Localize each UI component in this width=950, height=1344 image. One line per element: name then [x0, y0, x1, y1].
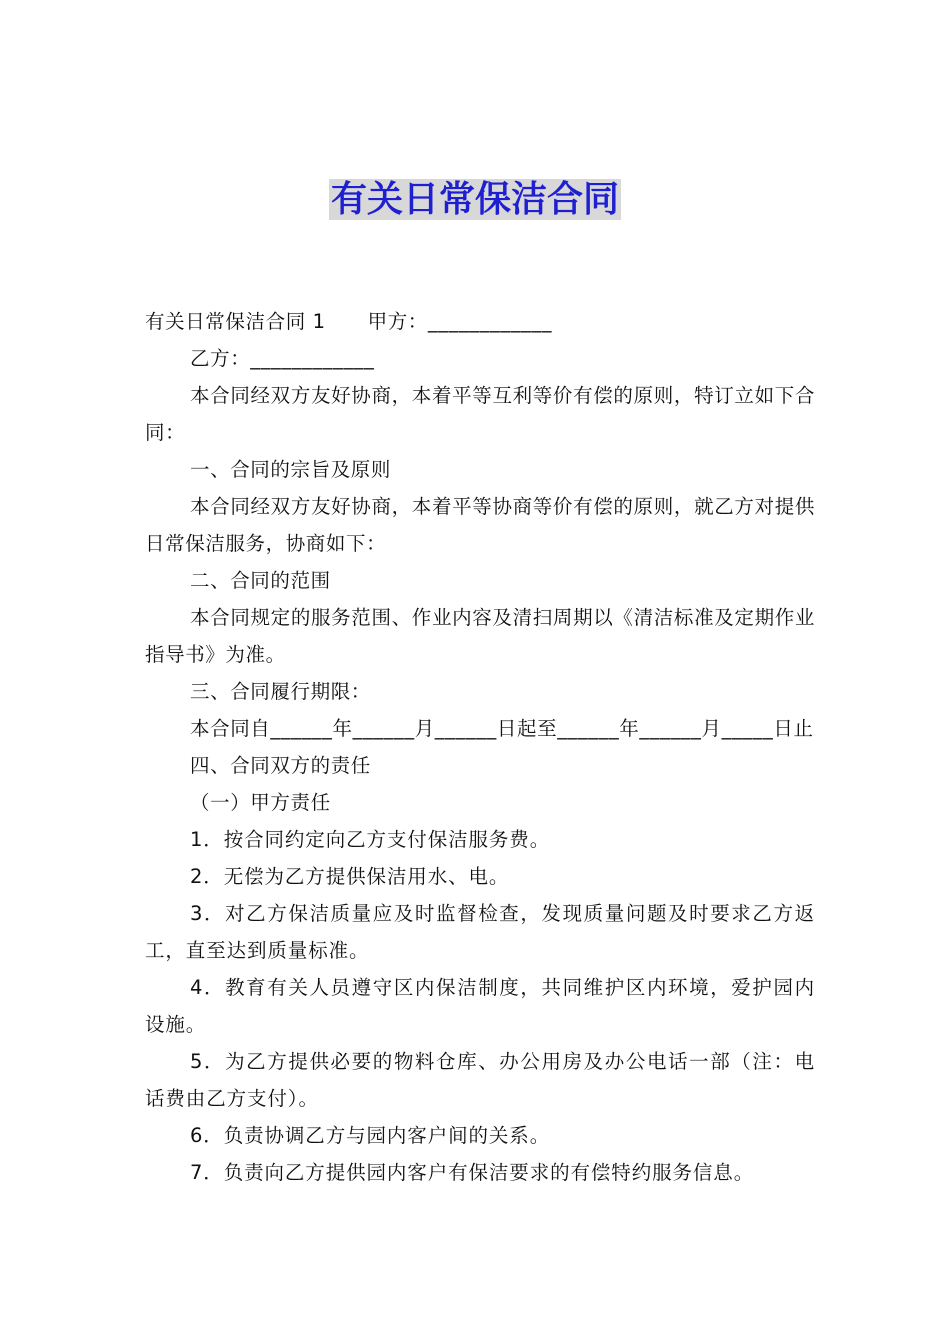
intro-label: 有关日常保洁合同 1 [145, 310, 326, 333]
list-item: 1．按合同约定向乙方支付保洁服务费。 [190, 828, 551, 851]
list-item: 6．负责协调乙方与园内客户间的关系。 [190, 1124, 551, 1147]
subsection-heading: （一）甲方责任 [190, 791, 331, 814]
list-item: 5．为乙方提供必要的物料仓库、办公用房及办公电话一部（注：电话费由乙方支付）。 [145, 1050, 815, 1110]
list-item: 2．无偿为乙方提供保洁用水、电。 [190, 865, 510, 888]
document-title-text: 有关日常保洁合同 [330, 179, 619, 220]
list-item: 7．负责向乙方提供园内客户有保洁要求的有偿特约服务信息。 [190, 1161, 755, 1184]
section-heading: 二、合同的范围 [190, 569, 331, 592]
section-heading: 三、合同履行期限： [190, 680, 371, 703]
paragraph: 本合同经双方友好协商，本着平等互利等价有偿的原则，特订立如下合同： [145, 384, 815, 444]
intro-line [145, 303, 815, 340]
party-a-field: 甲方：____________ [367, 310, 553, 333]
document-title [0, 176, 950, 224]
contract-term-paragraph: 本合同自______年______月______日起至______年______月_____日止 [190, 717, 814, 740]
list-item: 3．对乙方保洁质量应及时监督检查，发现质量问题及时要求乙方返工，直至达到质量标准。 [145, 902, 815, 962]
party-b-field: 乙方：____________ [190, 347, 375, 370]
document-body [145, 303, 815, 1191]
list-item: 4．教育有关人员遵守区内保洁制度，共同维护区内环境，爱护园内设施。 [145, 976, 815, 1036]
section-heading: 四、合同双方的责任 [190, 754, 371, 777]
paragraph: 本合同规定的服务范围、作业内容及清扫周期以《清洁标准及定期作业指导书》为准。 [145, 606, 815, 666]
paragraph: 本合同经双方友好协商，本着平等协商等价有偿的原则，就乙方对提供日常保洁服务，协商如下： [145, 495, 815, 555]
section-heading: 一、合同的宗旨及原则 [190, 458, 392, 481]
